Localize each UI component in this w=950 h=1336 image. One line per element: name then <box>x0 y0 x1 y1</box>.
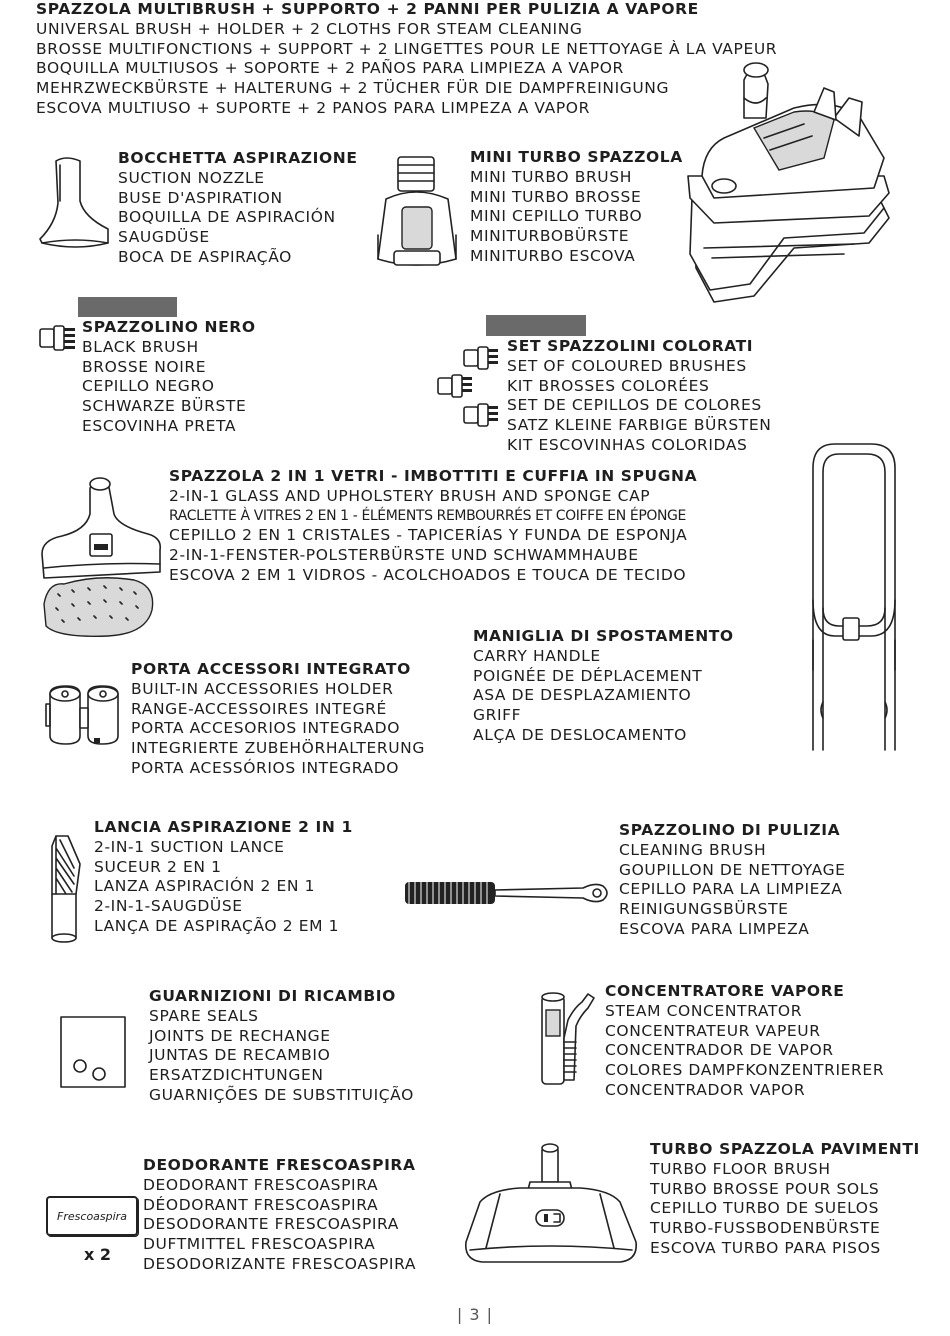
glass-brush-text <box>169 467 697 586</box>
black-brush-line-fr: BROSSE NOIRE <box>82 357 207 376</box>
suction-lance-illustration <box>46 834 86 944</box>
multibrush-title: SPAZZOLA MULTIBRUSH + SUPPORTO + 2 PANNI PER PULIZIA A VAPORE <box>36 0 699 18</box>
spare-seals-line-fr: JOINTS DE RECHANGE <box>149 1026 331 1045</box>
deodorant-line-en: DEODORANT FRESCOASPIRA <box>143 1175 379 1194</box>
glass-brush-line-fr: RACLETTE À VITRES 2 EN 1 - ÉLÉMENTS REMBOURRÉS ET COIFFE EN ÉPONGE <box>169 507 686 524</box>
steam-concentrator-line-pt: CONCENTRADOR VAPOR <box>605 1080 806 1099</box>
coloured-brushes-text <box>507 337 771 456</box>
mini-turbo-text <box>470 148 683 267</box>
steam-concentrator-illustration <box>538 990 596 1088</box>
steam-concentrator-title: CONCENTRATORE VAPORE <box>605 982 845 1000</box>
accessories-holder-line-de: INTEGRIERTE ZUBEHÖRHALTERUNG <box>131 739 425 758</box>
coloured-brushes-line-de: SATZ KLEINE FARBIGE BÜRSTEN <box>507 416 772 435</box>
multibrush-line-es: BOQUILLA MULTIUSOS + SOPORTE + 2 PAÑOS PARA LIMPIEZA A VAPOR <box>36 59 624 78</box>
multibrush-line-de: MEHRZWECKBÜRSTE + HALTERUNG + 2 TÜCHER FÜR DIE DAMPFREINIGUNG <box>36 79 670 98</box>
cleaning-brush-line-de: REINIGUNGSBÜRSTE <box>619 900 789 919</box>
quantity-label: x 2 <box>84 1245 112 1264</box>
black-brush-line-en: BLACK BRUSH <box>82 337 199 356</box>
coloured-brushes-line-fr: KIT BROSSES COLORÉES <box>507 376 710 395</box>
deodorant-line-fr: DÉODORANT FRESCOASPIRA <box>143 1195 379 1214</box>
carry-handle-illustration <box>805 440 901 752</box>
cleaning-brush-line-pt: ESCOVA PARA LIMPEZA <box>619 919 810 938</box>
black-brush-line-de: SCHWARZE BÜRSTE <box>82 397 247 416</box>
black-brush-text <box>82 318 256 437</box>
mini-turbo-line-pt: MINITURBO ESCOVA <box>470 246 636 265</box>
accessories-holder-illustration <box>44 684 124 750</box>
mini-turbo-title: MINI TURBO SPAZZOLA <box>470 148 683 166</box>
accessories-holder-line-fr: RANGE-ACCESSOIRES INTEGRÉ <box>131 699 387 718</box>
carry-handle-line-pt: ALÇA DE DESLOCAMENTO <box>473 725 687 744</box>
suction-lance-title: LANCIA ASPIRAZIONE 2 IN 1 <box>94 818 353 836</box>
carry-handle-line-fr: POIGNÉE DE DÉPLACEMENT <box>473 666 703 685</box>
cleaning-brush-text <box>619 821 846 940</box>
cleaning-brush-illustration <box>403 876 611 910</box>
turbo-floor-line-fr: TURBO BROSSE POUR SOLS <box>650 1179 880 1198</box>
spare-seals-line-pt: GUARNIÇÕES DE SUBSTITUIÇÃO <box>149 1085 414 1104</box>
suction-lance-line-fr: SUCEUR 2 EN 1 <box>94 857 222 876</box>
carry-handle-title: MANIGLIA DI SPOSTAMENTO <box>473 627 734 645</box>
multibrush-text <box>36 0 777 119</box>
suction-nozzle-illustration <box>36 155 114 251</box>
suction-lance-line-de: 2-IN-1-SAUGDÜSE <box>94 897 243 916</box>
coloured-brush-illustration <box>462 344 502 372</box>
steam-concentrator-line-de: COLORES DAMPFKONZENTRIERER <box>605 1061 885 1080</box>
coloured-brushes-line-en: SET OF COLOURED BRUSHES <box>507 356 747 375</box>
mini-turbo-line-en: MINI TURBO BRUSH <box>470 167 632 186</box>
turbo-floor-line-de: TURBO-FUSSBODENBÜRSTE <box>650 1219 881 1238</box>
coloured-brush-illustration <box>436 372 476 400</box>
spare-seals-line-es: JUNTAS DE RECAMBIO <box>149 1046 331 1065</box>
mini-turbo-line-fr: MINI TURBO BROSSE <box>470 187 642 206</box>
mini-turbo-line-es: MINI CEPILLO TURBO <box>470 207 643 226</box>
multibrush-line-pt: ESCOVA MULTIUSO + SUPORTE + 2 PANOS PARA LIMPEZA A VAPOR <box>36 98 590 117</box>
suction-lance-text <box>94 818 353 937</box>
spare-seals-text <box>149 987 414 1106</box>
suction-nozzle-line-pt: BOCA DE ASPIRAÇÃO <box>118 247 292 266</box>
multibrush-line-fr: BROSSE MULTIFONCTIONS + SUPPORT + 2 LINGETTES POUR LE NETTOYAGE À LA VAPEUR <box>36 39 778 58</box>
cleaning-brush-line-fr: GOUPILLON DE NETTOYAGE <box>619 860 846 879</box>
accessories-holder-text <box>131 660 425 779</box>
black-brush-line-pt: ESCOVINHA PRETA <box>82 416 237 435</box>
cleaning-brush-line-es: CEPILLO PARA LA LIMPIEZA <box>619 880 843 899</box>
spare-seals-illustration <box>60 1016 128 1090</box>
black-brush-line-es: CEPILLO NEGRO <box>82 377 215 396</box>
page-number: | 3 | <box>456 1305 494 1324</box>
suction-nozzle-line-en: SUCTION NOZZLE <box>118 168 265 187</box>
suction-lance-line-es: LANZA ASPIRACIÓN 2 EN 1 <box>94 877 316 896</box>
carry-handle-line-es: ASA DE DESPLAZAMIENTO <box>473 686 692 705</box>
turbo-floor-text <box>650 1140 920 1259</box>
deodorant-illustration <box>46 1196 138 1236</box>
suction-nozzle-text <box>118 149 358 268</box>
cleaning-brush-line-en: CLEANING BRUSH <box>619 840 767 859</box>
coloured-brushes-title: SET SPAZZOLINI COLORATI <box>507 337 754 355</box>
gray-tag <box>486 315 586 336</box>
accessories-holder-title: PORTA ACCESSORI INTEGRATO <box>131 660 411 678</box>
accessories-holder-line-en: BUILT-IN ACCESSORIES HOLDER <box>131 679 394 698</box>
multibrush-line-en: UNIVERSAL BRUSH + HOLDER + 2 CLOTHS FOR STEAM CLEANING <box>36 19 583 38</box>
accessories-holder-line-es: PORTA ACCESORIOS INTEGRADO <box>131 719 401 738</box>
glass-brush-line-de: 2-IN-1-FENSTER-POLSTERBÜRSTE UND SCHWAMMHAUBE <box>169 546 639 565</box>
coloured-brushes-line-pt: KIT ESCOVINHAS COLORIDAS <box>507 435 748 454</box>
suction-nozzle-line-fr: BUSE D'ASPIRATION <box>118 188 283 207</box>
steam-concentrator-text <box>605 982 884 1101</box>
mini-turbo-line-de: MINITURBOBÜRSTE <box>470 227 630 246</box>
mini-turbo-illustration <box>372 155 462 275</box>
accessories-holder-line-pt: PORTA ACESSÓRIOS INTEGRADO <box>131 758 400 777</box>
steam-concentrator-line-es: CONCENTRADOR DE VAPOR <box>605 1041 834 1060</box>
black-brush-illustration <box>38 323 78 353</box>
deodorant-line-pt: DESODORIZANTE FRESCOASPIRA <box>143 1254 417 1273</box>
frescoaspira-logo: Frescoaspira <box>46 1196 138 1236</box>
turbo-floor-title: TURBO SPAZZOLA PAVIMENTI <box>650 1140 920 1158</box>
suction-nozzle-line-es: BOQUILLA DE ASPIRACIÓN <box>118 208 336 227</box>
steam-concentrator-line-en: STEAM CONCENTRATOR <box>605 1001 803 1020</box>
spare-seals-line-de: ERSATZDICHTUNGEN <box>149 1066 324 1085</box>
glass-brush-line-pt: ESCOVA 2 EM 1 VIDROS - ACOLCHOADOS E TOUCA DE TECIDO <box>169 565 687 584</box>
deodorant-title: DEODORANTE FRESCOASPIRA <box>143 1156 416 1174</box>
glass-brush-line-en: 2-IN-1 GLASS AND UPHOLSTERY BRUSH AND SPONGE CAP <box>169 486 651 505</box>
spare-seals-line-en: SPARE SEALS <box>149 1006 259 1025</box>
suction-nozzle-line-de: SAUGDÜSE <box>118 228 210 247</box>
turbo-floor-illustration <box>460 1142 642 1268</box>
carry-handle-text <box>473 627 734 746</box>
carry-handle-line-en: CARRY HANDLE <box>473 646 601 665</box>
cleaning-brush-title: SPAZZOLINO DI PULIZIA <box>619 821 841 839</box>
glass-brush-illustration <box>38 474 166 640</box>
suction-nozzle-title: BOCCHETTA ASPIRAZIONE <box>118 149 358 167</box>
turbo-floor-line-es: CEPILLO TURBO DE SUELOS <box>650 1199 880 1218</box>
carry-handle-line-de: GRIFF <box>473 706 522 725</box>
gray-tag <box>78 297 177 317</box>
multibrush-illustration <box>684 58 896 306</box>
steam-concentrator-line-fr: CONCENTRATEUR VAPEUR <box>605 1021 821 1040</box>
turbo-floor-line-pt: ESCOVA TURBO PARA PISOS <box>650 1238 881 1257</box>
deodorant-text <box>143 1156 416 1275</box>
glass-brush-title: SPAZZOLA 2 IN 1 VETRI - IMBOTTITI E CUFFIA IN SPUGNA <box>169 467 698 485</box>
deodorant-line-es: DESODORANTE FRESCOASPIRA <box>143 1215 400 1234</box>
glass-brush-line-es: CEPILLO 2 EN 1 CRISTALES - TAPICERÍAS Y FUNDA DE ESPONJA <box>169 526 688 545</box>
suction-lance-line-pt: LANÇA DE ASPIRAÇÃO 2 EM 1 <box>94 916 340 935</box>
coloured-brushes-line-es: SET DE CEPILLOS DE COLORES <box>507 396 762 415</box>
coloured-brush-illustration <box>462 401 502 429</box>
spare-seals-title: GUARNIZIONI DI RICAMBIO <box>149 987 396 1005</box>
turbo-floor-line-en: TURBO FLOOR BRUSH <box>650 1159 831 1178</box>
deodorant-line-de: DUFTMITTEL FRESCOASPIRA <box>143 1235 376 1254</box>
suction-lance-line-en: 2-IN-1 SUCTION LANCE <box>94 837 285 856</box>
black-brush-title: SPAZZOLINO NERO <box>82 318 256 336</box>
